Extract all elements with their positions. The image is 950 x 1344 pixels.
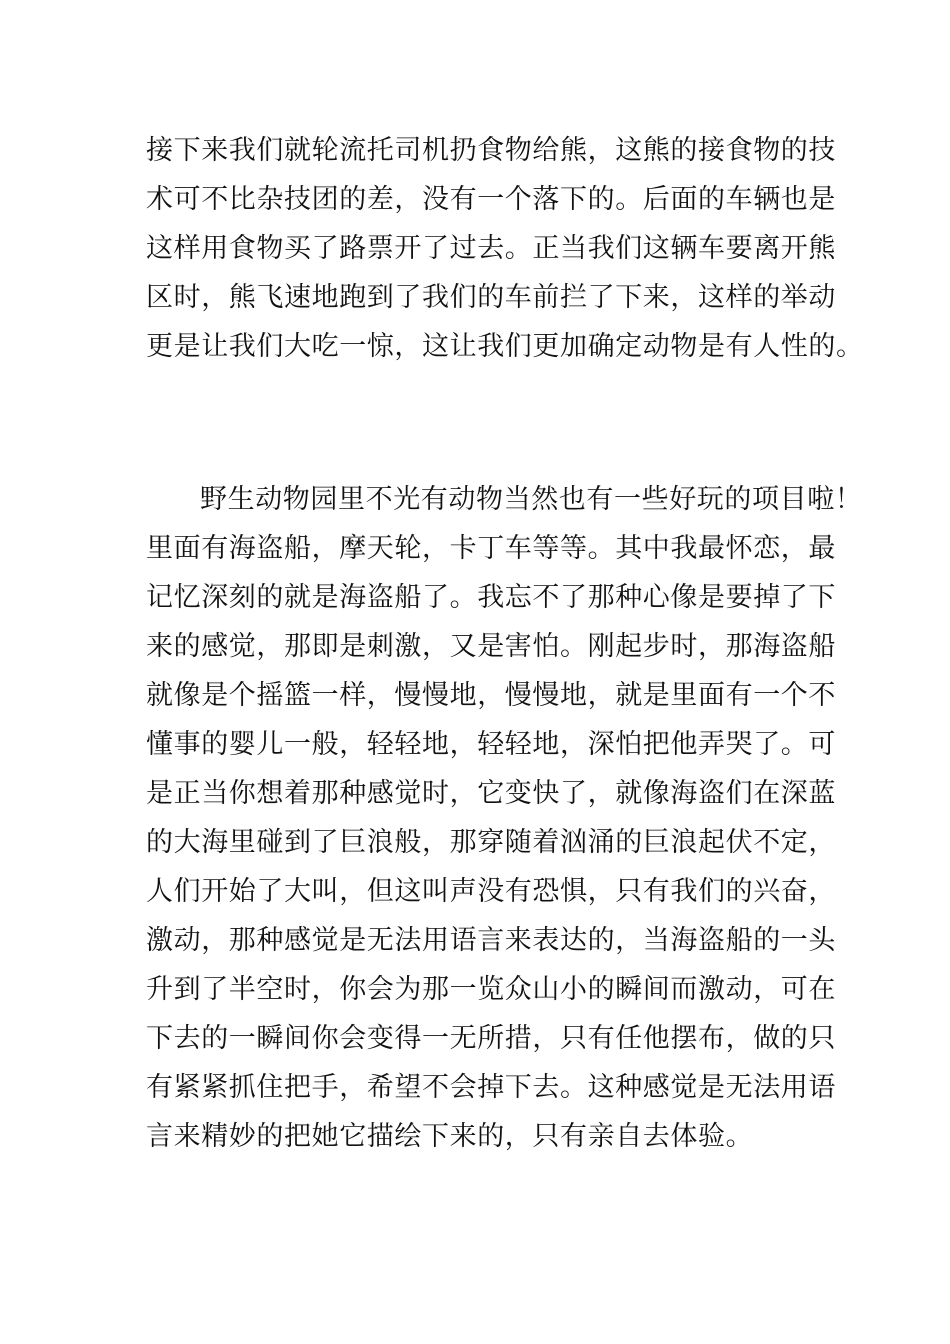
- paragraph-pirate-ship: [146, 475, 863, 1161]
- text-line: 有紧紧抓住把手，希望不会掉下去。这种感觉是无法用语: [146, 1072, 836, 1103]
- text-line: 懂事的婴儿一般，轻轻地，轻轻地，深怕把他弄哭了。可: [146, 729, 836, 760]
- text-line: 来的感觉，那即是刺激，又是害怕。刚起步时，那海盗船: [146, 631, 836, 662]
- text-line: 这样用食物买了路票开了过去。正当我们这辆车要离开熊: [146, 233, 836, 264]
- text-line: 就像是个摇篮一样，慢慢地，慢慢地，就是里面有一个不: [146, 680, 836, 711]
- text-line: 野生动物园里不光有动物当然也有一些好玩的项目啦！: [200, 484, 863, 515]
- text-line: 激动，那种感觉是无法用语言来表达的，当海盗船的一头: [146, 925, 836, 956]
- text-line: 里面有海盗船，摩天轮，卡丁车等等。其中我最怀恋，最: [146, 533, 836, 564]
- text-line: 更是让我们大吃一惊，这让我们更加确定动物是有人性的。: [146, 331, 864, 362]
- text-line: 接下来我们就轮流托司机扔食物给熊，这熊的接食物的技: [146, 135, 836, 166]
- text-line: 术可不比杂技团的差，没有一个落下的。后面的车辆也是: [146, 184, 836, 215]
- text-line: 下去的一瞬间你会变得一无所措，只有任他摆布，做的只: [146, 1023, 836, 1054]
- text-line: 升到了半空时，你会为那一览众山小的瞬间而激动，可在: [146, 974, 836, 1005]
- paragraph-bear-feeding: [146, 126, 864, 371]
- text-line: 人们开始了大叫，但这叫声没有恐惧，只有我们的兴奋，: [146, 876, 836, 907]
- text-line: 言来精妙的把她它描绘下来的，只有亲自去体验。: [146, 1121, 754, 1152]
- text-line: 记忆深刻的就是海盗船了。我忘不了那种心像是要掉了下: [146, 582, 836, 613]
- text-line: 的大海里碰到了巨浪般，那穿随着汹涌的巨浪起伏不定，: [146, 827, 836, 858]
- text-line: 是正当你想着那种感觉时，它变快了，就像海盗们在深蓝: [146, 778, 836, 809]
- text-line: 区时，熊飞速地跑到了我们的车前拦了下来，这样的举动: [146, 282, 836, 313]
